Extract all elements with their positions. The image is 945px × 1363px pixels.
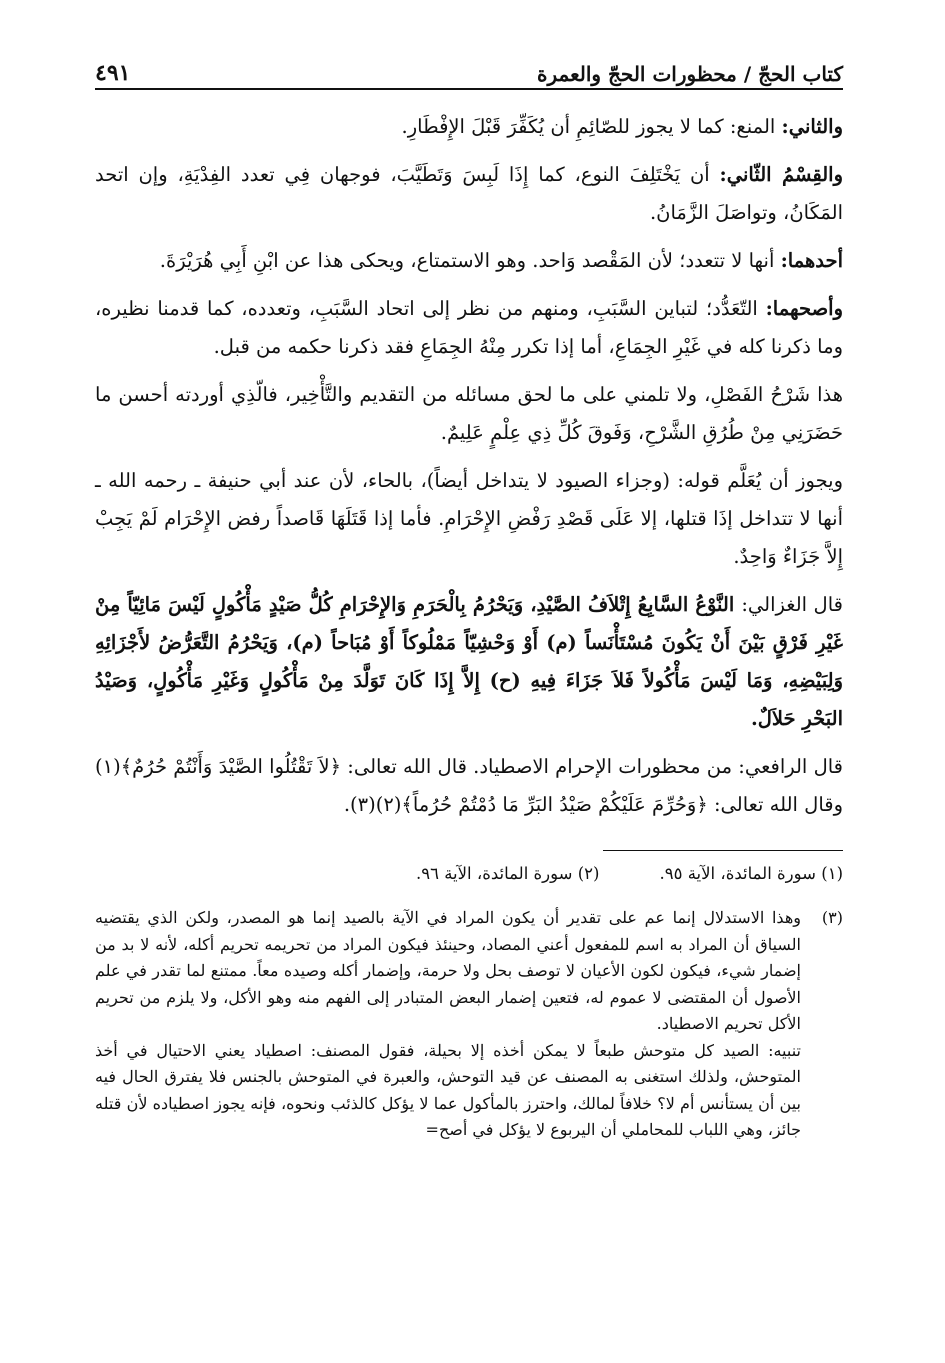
paragraph-lead: والثاني: bbox=[781, 115, 843, 138]
footnotes-short bbox=[95, 859, 843, 889]
paragraph-text: هذا شَرْحُ الفَصْلِ، ولا تلمني على ما لحق مسائله من التقديم والتَّأْخِير، فالّذِي أوردته أحسن ما حَضَرَنِي مِنْ طُرُقِ الشَّرْحِ، وَفَوقَ كُلِّ ذِي عِلْمٍ عَلِيمٌ. bbox=[95, 383, 843, 444]
footnote-3-paragraph: وهذا الاستدلال إنما عم على تقدير أن يكون المراد في الآية بالصيد إنما هو المصدر، ولكن الذي يقتضيه السياق أن المراد به اسم للمفعول أعني المصاد، وحينئذ فيكون المراد من تحريمه تحريم أكله، لأنه لا بد من إضمار شيء، فيكون لكون الأعيان لا توصف بحل ولا حرمة، وإضمار أكله وصيده معاً. ممتنع لما تقدر في علم الأصول أن المقتضى لا عموم له، فتعين إضمار البعض المتبادر إلى الفهم منه وهو الأكل، ولا يلزم من تحريم الأكل تحريم الاصطياد. bbox=[95, 908, 801, 1033]
paragraph-text: أن يَخْتَلِفَ النوع، كما إِذَا لَبِسَ وَتَطَيَّبَ، فوجهان فِي تعدد الفِدْيَةِ، وإن اتحد المَكَانُ، وتواصَلَ الزَّمَانُ. bbox=[95, 163, 843, 224]
footnote-2: (٢) سورة المائدة، الآية ٩٦. bbox=[415, 864, 600, 883]
book-page bbox=[95, 44, 843, 1144]
paragraph-text: ويجوز أن يُعَلَّم قوله: (وجزاء الصيود لا يتداخل أيضاً)، بالحاء، لأن عند أبي حنيفة ـ رحمه الله ـ أنها لا تتداخل إذَا قتلها، إلا عَلَى قَصْدِ رَفْضِ الإِحْرَامِ. فأما إذا قَتَلَهَا قَاصداً رفض الإِحْرَام لَمْ يَجِبْ إِلاَّ جَزَاءٌ وَاحِدٌ. bbox=[95, 469, 843, 568]
paragraph-lead: قال الغزالي: bbox=[741, 593, 843, 616]
paragraph-lead: أحدهما: bbox=[780, 249, 843, 272]
paragraph bbox=[95, 108, 843, 146]
page-number: ٤٩١ bbox=[95, 60, 131, 86]
footnote-3-number: (٣) bbox=[821, 908, 843, 927]
paragraph-lead: والقِسْمُ الثّاني: bbox=[719, 163, 843, 186]
paragraph bbox=[95, 290, 843, 366]
ghazali-quote bbox=[95, 586, 843, 738]
paragraph-text: أنها لا تتعدد؛ لأن المَقْصد وَاحد. وهو الاستمتاع، ويحكى هذا عن ابْنِ أَبِي هُرَيْرَةَ. bbox=[159, 249, 781, 272]
footnote-3-body bbox=[95, 905, 801, 1144]
footnote-1: (١) سورة المائدة، الآية ٩٥. bbox=[659, 864, 843, 883]
paragraph-lead: وأصحهما: bbox=[765, 297, 843, 320]
paragraph bbox=[95, 156, 843, 232]
paragraph-text: المنع: كما لا يجوز للصّائِمِ أن يُكَفِّرَ قَبْلَ الإِفْطَارِ. bbox=[401, 115, 782, 138]
paragraph bbox=[95, 462, 843, 576]
paragraph-text: قال الرافعي: من محظورات الإحرام الاصطياد. قال الله تعالى: ﴿لاَ تَقْتُلُوا الصَّيْدَ وَأَنْتُمْ حُرُمٌ﴾(١) وقال الله تعالى: ﴿وَحُرِّمَ عَلَيْكُمْ صَيْدُ البَرِّ مَا دُمْتُمْ حُرُماً﴾(٢)(٣). bbox=[95, 755, 843, 816]
paragraph bbox=[95, 376, 843, 452]
paragraph-text: التّعَدُّد؛ لتباين السَّبَبِ، ومنهم من نظر إلى اتحاد السَّبَبِ، وتعدده، كما قدمنا نظيره، وما ذكرنا كله في غَيْرِ الجِمَاعِ، أما إذا تكرر مِنْهُ الجِمَاعِ فقد ذكرنا حكمه من قبل. bbox=[95, 297, 843, 358]
chapter-title: كتاب الحجّ / محظورات الحجّ والعمرة bbox=[537, 62, 843, 86]
footnote-3 bbox=[95, 905, 843, 1144]
footnote-3-paragraph: تنبيه: الصيد كل متوحش طبعاً لا يمكن أخذه إلا بحيلة، فقول المصنف: اصطياد يعني الاحتيال في أخذ المتوحش، ولذلك استغنى به المصنف عن قيد التوحش، والعبرة في المتوحش بالجنس فلا يفترق الحال فيه بين أن يستأنس أم لا؟ خلافاً لمالك، واحترز بالمأكول عما لا يؤكل كالذئب ونحوه، فإنه يجوز اصطياده لأن قتله جائز، وهي اللباب للمحاملي أن اليربوع لا يؤكل في أصح= bbox=[95, 1040, 802, 1139]
running-header bbox=[95, 44, 843, 90]
paragraph bbox=[95, 242, 843, 280]
paragraph-text: النَّوْعُ السَّابِعُ إِتْلاَفُ الصَّيْدِ، وَيَحْرُمُ بِالْحَرَمِ وَالإِحْرَامِ كُلُّ صَيْدٍ مَأْكُولٍ لَيْسَ مَائِيّاً مِنْ غَيْرِ فَرْقٍ بَيْنَ أَنْ يَكُونَ مُسْتَأْنَساً (م) أَوْ وَحْشِيّاً مَمْلُوكاً أَوْ مُبَاحاً (م)، وَيَحْرُمُ التَّعَرُّضُ لأَجْزَائِهِ وَلِبَيْضِهِ، وَمَا لَيْسَ مَأْكُولاً فَلاَ جَزَاءَ فِيهِ (ح) إِلاَّ إِذَا كَانَ تَوَلَّدَ مِنْ مَأْكُولٍ وَغَيْرِ مَأْكُولٍ، وَصَيْدُ البَحْرِ حَلاَلٌ. bbox=[95, 593, 843, 730]
paragraph bbox=[95, 748, 843, 824]
footnote-divider bbox=[603, 850, 843, 851]
main-text bbox=[95, 108, 843, 824]
